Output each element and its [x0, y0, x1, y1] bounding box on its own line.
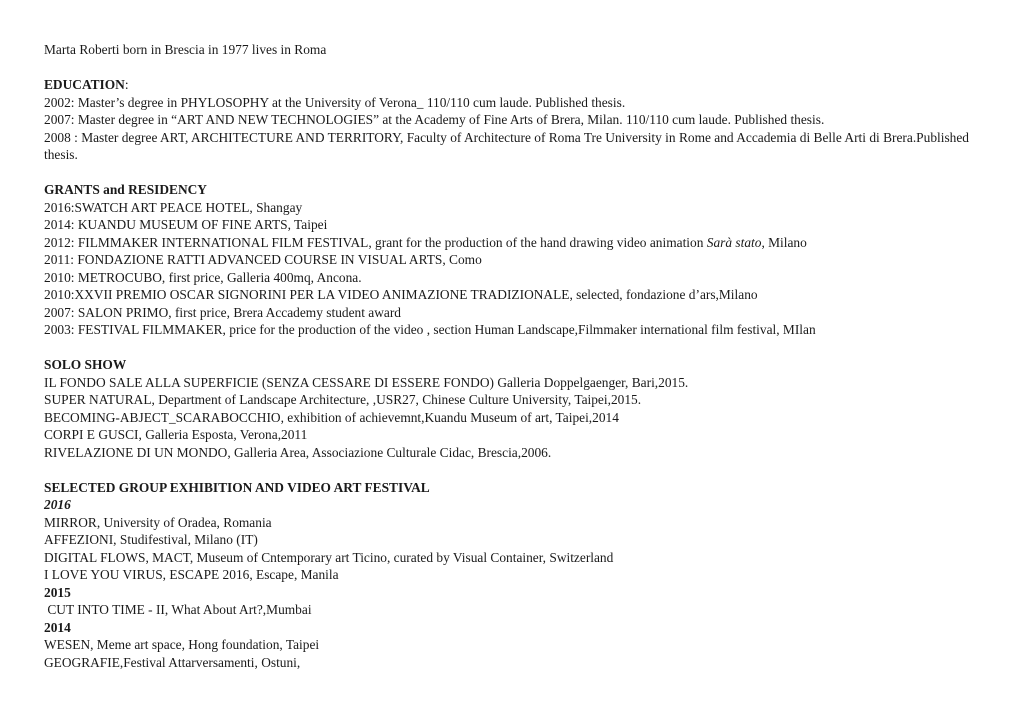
- filmmaker-title: Sarà stato: [706, 234, 762, 250]
- filmmaker-suffix: , Milano: [761, 234, 807, 250]
- grants-item: 2007: SALON PRIMO, first price, Brera Accademy student award: [44, 304, 402, 320]
- group-heading: SELECTED GROUP EXHIBITION AND VIDEO ART FESTIVAL: [44, 479, 430, 495]
- intro-line: Marta Roberti born in Brescia in 1977 lives in Roma: [44, 42, 327, 57]
- filmmaker-prefix: 2012: FILMMAKER INTERNATIONAL FILM FESTIVAL, grant for the production of the hand drawing video animation: [44, 234, 707, 250]
- year-2016: 2016: [44, 497, 71, 512]
- education-item: 2002: Master’s degree in PHYLOSOPHY at the University of Verona_ 110/110 cum laude. Published thesis.: [44, 94, 626, 110]
- grants-item: 2011: FONDAZIONE RATTI ADVANCED COURSE IN VISUAL ARTS, Como: [44, 252, 482, 267]
- group-item: CUT INTO TIME - II, What About Art?,Mumbai: [44, 602, 312, 617]
- spacer: [44, 461, 1004, 479]
- education-heading-colon: :: [124, 77, 129, 92]
- group-item: AFFEZIONI, Studifestival, Milano (IT): [44, 532, 258, 547]
- year-2015: 2015: [44, 584, 71, 600]
- solo-item: BECOMING-ABJECT_SCARABOCCHIO, exhibition of achievemnt,Kuandu Museum of art, Taipei,2014: [44, 409, 619, 425]
- cv-document: [44, 41, 1004, 671]
- group-item: GEOGRAFIE,Festival Attarversamenti, Ostuni,: [44, 654, 301, 670]
- grants-item: 2014: KUANDU MUSEUM OF FINE ARTS, Taipei: [44, 217, 328, 232]
- group-item: I LOVE YOU VIRUS, ESCAPE 2016, Escape, Manila: [44, 567, 339, 582]
- grants-item-filmmaker: [44, 234, 1004, 252]
- group-item: WESEN, Meme art space, Hong foundation, Taipei: [44, 637, 320, 652]
- spacer: [44, 164, 1004, 182]
- group-item: DIGITAL FLOWS, MACT, Museum of Cntemporary art Ticino, curated by Visual Container, Switzerland: [44, 549, 614, 565]
- spacer: [44, 339, 1004, 357]
- group-item: MIRROR, University of Oradea, Romania: [44, 514, 272, 530]
- solo-heading: SOLO SHOW: [44, 357, 127, 372]
- education-item: 2008 : Master degree ART, ARCHITECTURE AND TERRITORY, Faculty of Architecture of Roma Tre University in Rome and Accademia di Belle Arti di Brera.Published thesis.: [44, 129, 970, 162]
- solo-item: SUPER NATURAL, Department of Landscape Architecture, ,USR27, Chinese Culture University, Taipei,2015.: [44, 392, 642, 407]
- education-heading-line: [44, 76, 1004, 94]
- grants-item: 2010:XXVII PREMIO OSCAR SIGNORINI PER LA VIDEO ANIMAZIONE TRADIZIONALE, selected, fondazione d’ars,Milano: [44, 287, 758, 302]
- grants-heading: GRANTS and RESIDENCY: [44, 182, 207, 197]
- solo-item: IL FONDO SALE ALLA SUPERFICIE (SENZA CESSARE DI ESSERE FONDO) Galleria Doppelgaenger, Bari,2015.: [44, 374, 689, 390]
- solo-item: RIVELAZIONE DI UN MONDO, Galleria Area, Associazione Culturale Cidac, Brescia,2006.: [44, 444, 552, 460]
- grants-item: 2016:SWATCH ART PEACE HOTEL, Shangay: [44, 199, 303, 215]
- education-item: 2007: Master degree in “ART AND NEW TECHNOLOGIES” at the Academy of Fine Arts of Brera, Milan. 110/110 cum laude. Published thesis.: [44, 112, 825, 127]
- education-heading: EDUCATION: [44, 77, 125, 92]
- solo-item: CORPI E GUSCI, Galleria Esposta, Verona,2011: [44, 427, 308, 442]
- grants-item: 2003: FESTIVAL FILMMAKER, price for the production of the video , section Human Landscape,Filmmaker international film festival, MIlan: [44, 322, 816, 337]
- spacer: [44, 59, 1004, 77]
- year-2014: 2014: [44, 619, 71, 635]
- grants-item: 2010: METROCUBO, first price, Galleria 400mq, Ancona.: [44, 269, 362, 285]
